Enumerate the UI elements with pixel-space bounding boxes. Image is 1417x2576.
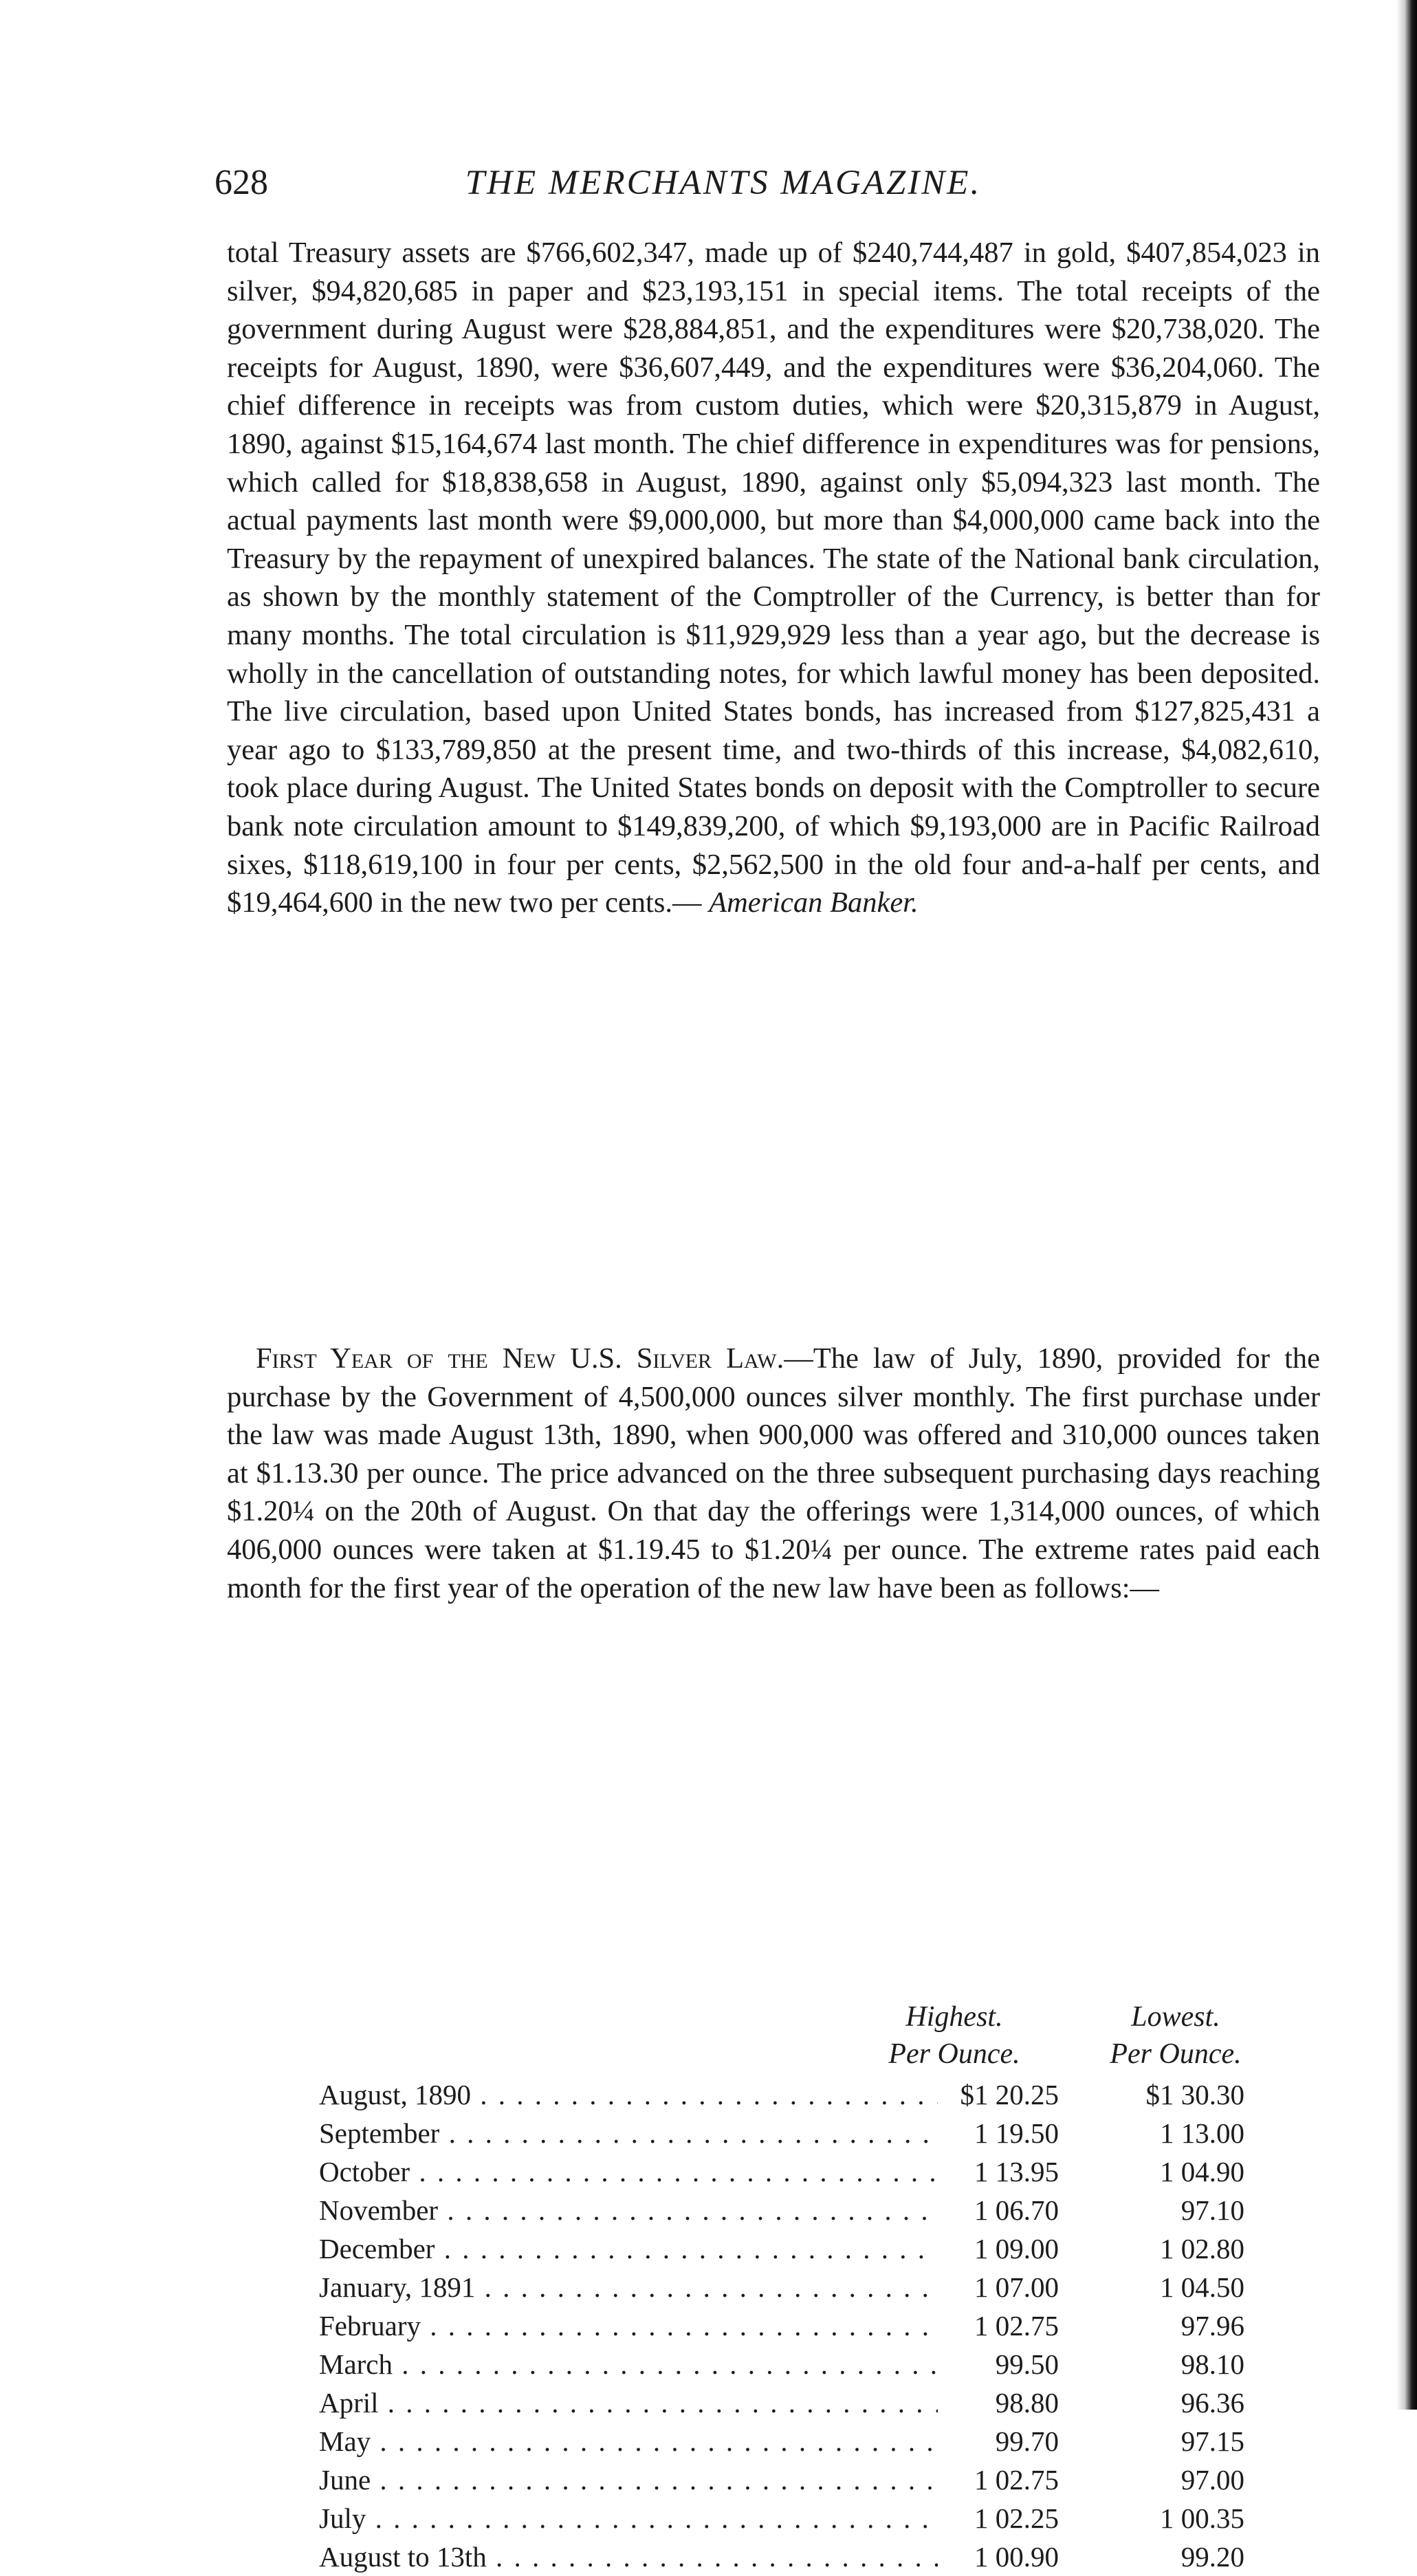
section-heading: First Year of the New U.S. Silver Law. (256, 1342, 784, 1375)
month-label: October . . . (319, 2152, 938, 2191)
page-number: 628 (215, 163, 268, 202)
lowest-value: 98.10 (1180, 2348, 1244, 2380)
highest-value: 1 00.90 (974, 2541, 1059, 2573)
source-citation: American Banker. (709, 886, 919, 919)
table-row (0, 2460, 1417, 2499)
highest-value: 1 02.75 (974, 2464, 1059, 2496)
month-label: June . . . (319, 2460, 938, 2499)
lowest-value: 1 13.00 (1160, 2117, 1244, 2149)
table-row (0, 2152, 1417, 2191)
page-header (215, 162, 1232, 204)
lowest-value: 97.10 (1180, 2194, 1244, 2226)
table-row (0, 2499, 1417, 2537)
paragraph-silver-law (227, 1340, 1320, 1607)
page-edge-shadow (1396, 0, 1417, 2410)
highest-value: 1 02.75 (974, 2310, 1059, 2342)
table-row (0, 2075, 1417, 2114)
month-label: March . . . (319, 2345, 938, 2383)
month-label: May . . . (319, 2422, 938, 2460)
paragraph-treasury (227, 234, 1320, 922)
month-label: August, 1890 . . . (319, 2075, 938, 2114)
lowest-value: 96.36 (1180, 2387, 1244, 2419)
table-row (0, 2306, 1417, 2345)
table-row (0, 2383, 1417, 2422)
month-label: February . . . (319, 2306, 938, 2345)
col-header-lowest: Lowest. (1131, 2001, 1220, 2033)
month-label: December . . . (319, 2229, 938, 2268)
table-row (0, 2345, 1417, 2383)
highest-value: 1 02.25 (974, 2502, 1059, 2534)
month-label: September . . . (319, 2114, 938, 2152)
table-row (0, 2422, 1417, 2460)
month-label: April . . . (319, 2383, 938, 2422)
lowest-value: 99.20 (1180, 2541, 1244, 2573)
running-title: THE MERCHANTS MAGAZINE. (465, 164, 982, 202)
lowest-value: 97.15 (1180, 2425, 1244, 2457)
table-row (0, 2114, 1417, 2152)
paragraph-treasury-text: total Treasury assets are $766,602,347, made up of $240,744,487 in gold, $407,854,023 in silver, $94,820,685 in paper and $23,193,151 in special items. The total receipts of the government during August were $28,884,851, and the expenditures were $20,738,020. The receipts for August, 1890, were $36,607,449, and the expenditures were $36,204,060. The chief difference in receipts was from custom duties, which were $20,315,879 in August, 1890, against $15,164,674 last month. The chief difference in expenditures was for pensions, which called for $18,838,658 in August, 1890, against only $5,094,323 last month. The actual payments last month were $9,000,000, but more than $4,000,000 came back into the Treasury by the repayment of unexpired balances. The state of the National bank circulation, as shown by the monthly statement of the Comptroller of the Currency, is better than for many months. The total circulation is $11,929,929 less than a year ago, but the decrease is wholly in the cancellation of outstanding notes, for which lawful money has been deposited. The live circulation, based upon United States bonds, has increased from $127,825,431 a year ago to $133,789,850 at the present time, and two-thirds of this increase, $4,082,610, took place during August. The United States bonds on deposit with the Comptroller to secure bank note circulation amount to $149,839,200, of which $9,193,000 are in Pacific Railroad sixes, $118,619,100 in four per cents, $2,562,500 in the old four and-a-half per cents, and $19,464,600 in the new two per cents.— (227, 237, 1320, 919)
highest-value: 1 13.95 (974, 2156, 1059, 2187)
lowest-value: 1 02.80 (1160, 2233, 1244, 2264)
highest-value: 1 07.00 (974, 2271, 1059, 2303)
col-header-highest-unit: Per Ounce. (888, 2038, 1020, 2070)
col-header-lowest-unit: Per Ounce. (1110, 2038, 1242, 2070)
highest-value: 1 19.50 (974, 2117, 1059, 2149)
paragraph-silver-law-text: —The law of July, 1890, provided for the purchase by the Government of 4,500,000 ounces silver monthly. The first purchase under the law was made August 13th, 1890, when 900,000 was offered and 310,000 ounces taken at $1.13.30 per ounce. The price advanced on the three subsequent purchasing days reaching $1.20¼ on the 20th of August. On that day the offerings were 1,314,000 ounces, of which 406,000 ounces were taken at $1.19.45 to $1.20¼ per ounce. The extreme rates paid each month for the first year of the operation of the new law have been as follows:— (227, 1342, 1320, 1604)
lowest-value: 97.96 (1180, 2310, 1244, 2342)
month-label: November . . . (319, 2191, 938, 2229)
highest-value: 99.70 (995, 2425, 1059, 2457)
month-label: July . . . (319, 2499, 938, 2537)
lowest-value: 97.00 (1180, 2464, 1244, 2496)
highest-value: 1 06.70 (974, 2194, 1059, 2226)
table-row (0, 2229, 1417, 2268)
highest-value: $1 20.25 (960, 2079, 1059, 2110)
lowest-value: 1 04.50 (1160, 2271, 1244, 2303)
highest-value: 98.80 (995, 2387, 1059, 2419)
highest-value: 1 09.00 (974, 2233, 1059, 2264)
lowest-value: 1 04.90 (1160, 2156, 1244, 2187)
lowest-value: $1 30.30 (1145, 2079, 1244, 2110)
table-row (0, 2268, 1417, 2306)
table-row (0, 2537, 1417, 2576)
month-label: January, 1891 . . . (319, 2268, 938, 2306)
highest-value: 99.50 (995, 2348, 1059, 2380)
table-row (0, 2191, 1417, 2229)
month-label: August to 13th . . . (319, 2537, 938, 2576)
lowest-value: 1 00.35 (1160, 2502, 1244, 2534)
col-header-highest: Highest. (905, 2001, 1003, 2033)
